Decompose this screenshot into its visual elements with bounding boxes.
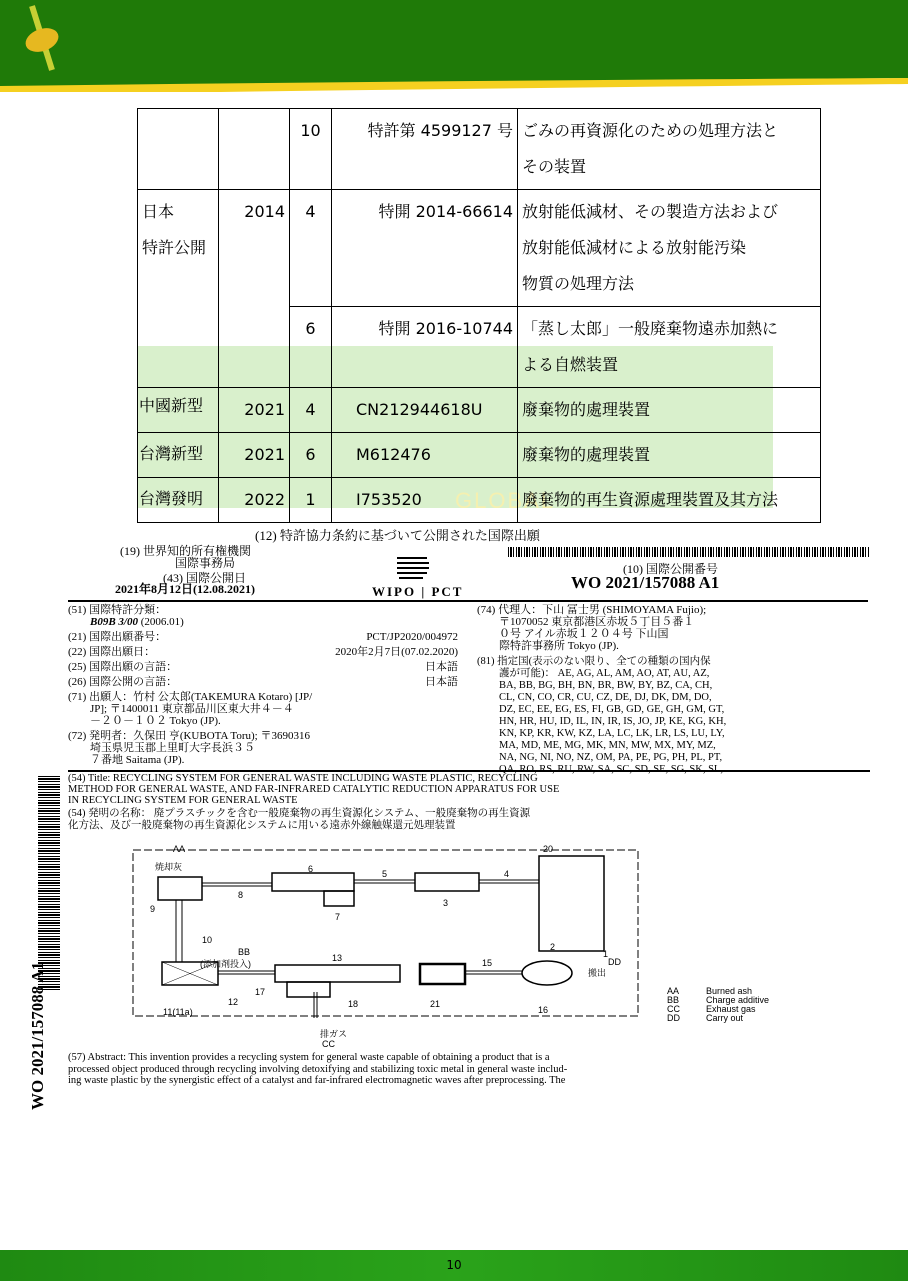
box-2 (539, 856, 604, 951)
applicant (68, 691, 458, 727)
wipo-bureau: 国際事務局 (175, 556, 236, 570)
label-4: 4 (504, 869, 510, 879)
label-carry: 搬出 (588, 968, 607, 978)
wipo-logo-icon (393, 548, 433, 584)
agent (477, 604, 872, 652)
f26-label: (26) 国際公開の言語： (68, 676, 178, 688)
label-21: 21 (430, 999, 441, 1009)
line: DZ, EC, EE, EG, ES, FI, GB, GD, GE, GH, GM, GT, (499, 704, 725, 715)
legend-value: Charge additive (706, 995, 770, 1005)
left-bibliography (68, 604, 458, 766)
title-line: 物質の処理方法 (522, 274, 635, 293)
label-12: 12 (228, 997, 239, 1007)
legend-key: CC (667, 1004, 680, 1014)
cell-year: 2021 (219, 388, 290, 433)
legend-value: Carry out (706, 1013, 744, 1023)
cell-count: 6 (290, 307, 332, 388)
line: ７番地 Saitama (JP). (90, 754, 185, 766)
cell-number: 特許第 4599127 号 (332, 109, 518, 190)
cell-country: 中國新型 (138, 388, 219, 433)
table-row (138, 109, 821, 190)
cell-year: 2021 (219, 433, 290, 478)
title-line: 放射能低減材、その製造方法および (522, 202, 779, 221)
label-17: 17 (255, 987, 266, 997)
line: 際特許事務所 Tokyo (JP). (499, 640, 619, 652)
watermark-text: GLOBAL (455, 488, 556, 513)
line: ing waste plastic by the synergistic effect of a catalyst and far-infrared electromagnetic waves after preprocessing. The (68, 1075, 566, 1086)
cell-country: 台灣發明 (138, 478, 219, 523)
cell-country (138, 190, 219, 388)
line: 埼玉県児玉郡上里町大字長浜３５ (90, 742, 255, 754)
line: HN, HR, HU, ID, IL, IN, IR, IS, JO, JP, KE, KG, KH, (499, 716, 727, 727)
right-bibliography (477, 604, 872, 776)
line: (54) Title: RECYCLING SYSTEM FOR GENERAL WASTE INCLUDING WASTE PLASTIC, RECYCLING (68, 773, 538, 784)
label-3: 3 (443, 898, 449, 908)
label-5: 5 (382, 869, 388, 879)
pubdate-label: (43) 国際公開日 (163, 571, 246, 585)
line: (57) Abstract: This invention provides a recycling system for general waste capable of obtaining a product that is a (68, 1052, 550, 1063)
line: (54) 発明の名称： 廃プラスチックを含む一般廃棄物の再生資源化システム、一般廃棄物の再生資源 (68, 808, 531, 819)
footer-bar (0, 1250, 908, 1281)
cell-number: M612476 (332, 433, 518, 478)
line: METHOD FOR GENERAL WASTE, AND FAR-INFRARED CATALYTIC REDUCTION APPARATUS FOR USE (68, 784, 560, 795)
cell-country: 台灣新型 (138, 433, 219, 478)
line: 護が可能)： AE, AG, AL, AM, AO, AT, AU, AZ, (499, 668, 710, 679)
country-line: 日本 (142, 202, 175, 221)
title-line: その装置 (522, 157, 587, 176)
cell-title: 廢棄物的處理裝置 (518, 388, 821, 433)
title-en (68, 773, 873, 806)
f26-value: 日本語 (425, 676, 458, 688)
legend-value: Exhaust gas (706, 1004, 756, 1014)
cell-title: 廢棄物的處理裝置 (518, 433, 821, 478)
label-exhaust: 排ガス (320, 1029, 348, 1039)
label-20: 20 (543, 844, 554, 854)
f21-value: PCT/JP2020/004972 (366, 631, 458, 643)
cell-year: 2014 (219, 190, 290, 388)
table-row (138, 433, 821, 478)
pubdate: 2021年8月12日(12.08.2021) (115, 582, 255, 596)
label-11: 11(11a) (163, 1007, 193, 1017)
f25-value: 日本語 (425, 661, 458, 673)
side-barcode (38, 775, 60, 990)
label-18: 18 (348, 999, 359, 1009)
label-DD: DD (608, 957, 621, 967)
title-ja (68, 808, 873, 832)
table-row (138, 478, 821, 523)
country-line: 特許公開 (142, 238, 207, 257)
title-line: よる自燃装置 (522, 355, 619, 374)
box-6 (272, 873, 354, 891)
wipo-org: (19) 世界知的所有権機関 (120, 544, 251, 558)
box-7 (324, 891, 354, 906)
box-3 (415, 873, 479, 891)
cell-number: CN212944618U (332, 388, 518, 433)
system-diagram (110, 840, 830, 1055)
f22-value: 2020年2月7日(07.02.2020) (335, 646, 458, 658)
line: processed object produced through recycling involving detoxifying and stabilizing toxic metal in general waste includ- (68, 1063, 568, 1075)
label-CC: CC (322, 1039, 335, 1049)
header-banner (0, 0, 908, 92)
label-additive: (添加剤投入) (200, 959, 251, 969)
label-AA: AA (173, 844, 186, 854)
line: JP]; 〒1400011 東京都品川区東大井４－４ (90, 703, 294, 715)
line: BA, BB, BG, BH, BN, BR, BW, BY, BZ, CA, CH, (499, 680, 713, 691)
ipc-year: (2006.01) (140, 616, 184, 628)
line: (71) 出願人：竹村 公太郎(TAKEMURA Kotaro) [JP/ (68, 691, 313, 703)
label-15: 15 (482, 958, 493, 968)
pubno-label: (10) 国際公開番号 (623, 562, 718, 576)
box-9 (158, 877, 202, 900)
line: ０号 アイル赤坂１２０４号 下山国 (499, 628, 669, 640)
cell-count: 4 (290, 190, 332, 307)
wipo-logo-text: WIPO | PCT (372, 584, 464, 599)
label-13: 13 (332, 953, 343, 963)
page-number: 10 (446, 1258, 462, 1272)
f25-label: (25) 国際出願の言語： (68, 661, 178, 673)
label-2: 2 (550, 942, 556, 952)
inventor (68, 730, 458, 766)
pipe-15 (465, 971, 522, 974)
line: －２０－１０２ Tokyo (JP). (90, 715, 221, 727)
box-18 (287, 982, 330, 997)
line: NA, NG, NI, NO, NZ, OM, PA, PE, PG, PH, PL, PT, (499, 752, 723, 763)
title-line: 「蒸し太郎」一般廃棄物遠赤加熱に (522, 319, 779, 338)
label-16: 16 (538, 1005, 549, 1015)
line: CL, CN, CO, CR, CU, CZ, DE, DJ, DK, DM, DO, (499, 692, 712, 703)
legend-key: AA (667, 986, 680, 996)
abstract (68, 1052, 873, 1087)
cell-title: 廢棄物的再生資源處理裝置及其方法 (518, 478, 821, 523)
legend-key: BB (667, 995, 680, 1005)
legend-value: Burned ash (706, 986, 753, 996)
table-row (138, 190, 821, 307)
divider (68, 600, 868, 602)
line: (81) 指定国(表示のない限り、全ての種類の国内保 (477, 656, 711, 667)
legend-key: DD (667, 1013, 680, 1023)
f51-label: (51) 国際特許分類： (68, 604, 167, 616)
label-8: 8 (238, 890, 244, 900)
title-line: ごみの再資源化のための処理方法と (522, 121, 779, 140)
label-10: 10 (202, 935, 213, 945)
cell-count: 1 (290, 478, 332, 523)
publication-number: WO 2021/157088 A1 (571, 573, 720, 592)
label-BB: BB (238, 947, 251, 957)
line: MA, MD, ME, MG, MK, MN, MW, MX, MY, MZ, (499, 740, 716, 751)
line: 〒1070052 東京都港区赤坂５丁目５番１ (499, 616, 695, 628)
pipe-10 (176, 900, 182, 962)
label-1: 1 (603, 949, 609, 959)
line: (72) 発明者：久保田 亨(KUBOTA Toru); 〒3690316 (68, 730, 310, 742)
table-row (138, 388, 821, 433)
line: KN, KP, KR, KW, KZ, LA, LC, LK, LR, LS, LU, LY, (499, 728, 725, 739)
cell-count: 4 (290, 388, 332, 433)
title-line: 放射能低減材による放射能汚染 (522, 238, 747, 257)
cell-year: 2022 (219, 478, 290, 523)
f22-label: (22) 国際出願日： (68, 646, 156, 658)
line: (74) 代理人：下山 冨士男 (SHIMOYAMA Fujio); (477, 604, 707, 616)
designated-states (477, 656, 872, 776)
cell-number: I753520 (332, 478, 518, 523)
label-7: 7 (335, 912, 341, 922)
line: 化方法、及び一般廃棄物の再生資源化システムに用いる遠赤外線触媒還元処理装置 (68, 820, 456, 831)
ipc-class: B09B 3/00 (90, 616, 138, 628)
cell-number: 特開 2014-66614 (332, 190, 518, 307)
patent-table (137, 108, 821, 523)
label-9: 9 (150, 904, 156, 914)
cell-count: 10 (290, 109, 332, 190)
pct-header: (12) 特許協力条約に基づいて公開された国際出願 (255, 528, 540, 543)
cell-title (518, 307, 821, 388)
tank-16 (522, 961, 572, 985)
label-ash: 焼却灰 (155, 862, 183, 872)
label-6: 6 (308, 864, 314, 874)
cell-title (518, 109, 821, 190)
cell-number: 特開 2016-10744 (332, 307, 518, 388)
cell-count: 6 (290, 433, 332, 478)
barcode (508, 547, 870, 557)
cell-title (518, 190, 821, 307)
box-13 (275, 965, 400, 982)
pipes-top (202, 880, 539, 886)
f21-label: (21) 国際出願番号： (68, 631, 167, 643)
side-publication-number: WO 2021/157088 A1 (28, 961, 47, 1110)
box-21 (420, 964, 465, 984)
divider (68, 770, 870, 772)
pipe-12 (218, 971, 275, 974)
line: IN RECYCLING SYSTEM FOR GENERAL WASTE (68, 795, 298, 806)
